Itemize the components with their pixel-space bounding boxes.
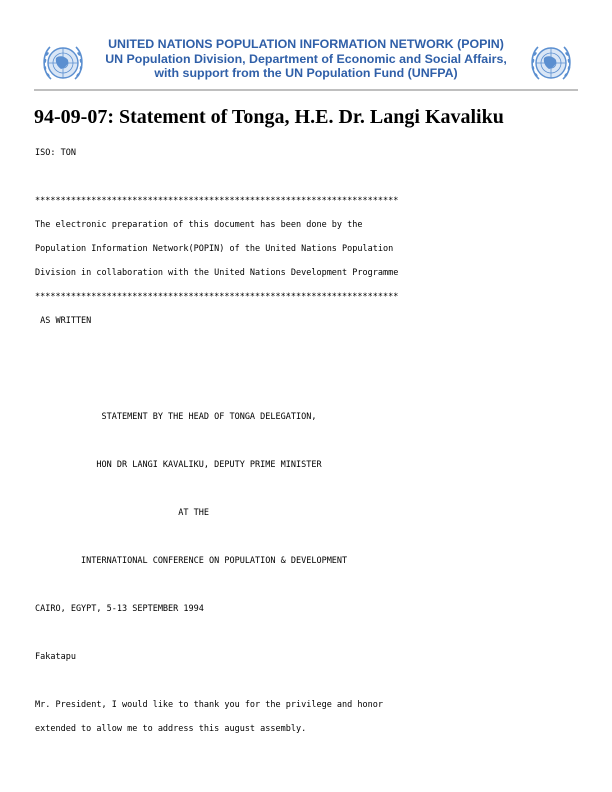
page-header — [34, 34, 578, 90]
doc-line-conference: INTERNATIONAL CONFERENCE ON POPULATION & DEVELOPMENT — [35, 556, 348, 566]
doc-line-note-3: Division in collaboration with the United Nations Development Programme — [35, 268, 399, 278]
doc-line-body-1: Mr. President, I would like to thank you for the privilege and honor — [35, 700, 383, 710]
doc-line-note-2: Population Information Network(POPIN) of the United Nations Population — [35, 244, 394, 254]
header-line-2: UN Population Division, Department of Economic and Social Affairs, — [105, 51, 507, 66]
doc-line-body-2: extended to allow me to address this august assembly. — [35, 724, 307, 734]
header-line-1: UNITED NATIONS POPULATION INFORMATION NETWORK (POPIN) — [108, 37, 504, 51]
un-emblem-icon — [526, 38, 576, 88]
header-text — [90, 37, 522, 81]
un-emblem-icon — [38, 38, 88, 88]
doc-line-separator-top: *********************************************************************** — [35, 196, 399, 206]
doc-line-iso: ISO: TON — [35, 148, 76, 158]
doc-line-separator-bottom: *********************************************************************** — [35, 292, 399, 302]
doc-line-fakatapu: Fakatapu — [35, 652, 76, 662]
doc-line-statement-heading: STATEMENT BY THE HEAD OF TONGA DELEGATION, — [35, 412, 317, 422]
doc-line-as-written: AS WRITTEN — [35, 316, 92, 326]
doc-line-note-1: The electronic preparation of this document has been done by the — [35, 220, 363, 230]
doc-line-location-date: CAIRO, EGYPT, 5-13 SEPTEMBER 1994 — [35, 604, 204, 614]
doc-line-speaker: HON DR LANGI KAVALIKU, DEPUTY PRIME MINISTER — [35, 460, 322, 470]
header-line-3: with support from the UN Population Fund (UNFPA) — [154, 66, 458, 80]
header-divider — [34, 89, 578, 91]
document-title: 94-09-07: Statement of Tonga, H.E. Dr. Langi Kavaliku — [34, 106, 504, 128]
doc-line-at-the: AT THE — [35, 508, 209, 518]
